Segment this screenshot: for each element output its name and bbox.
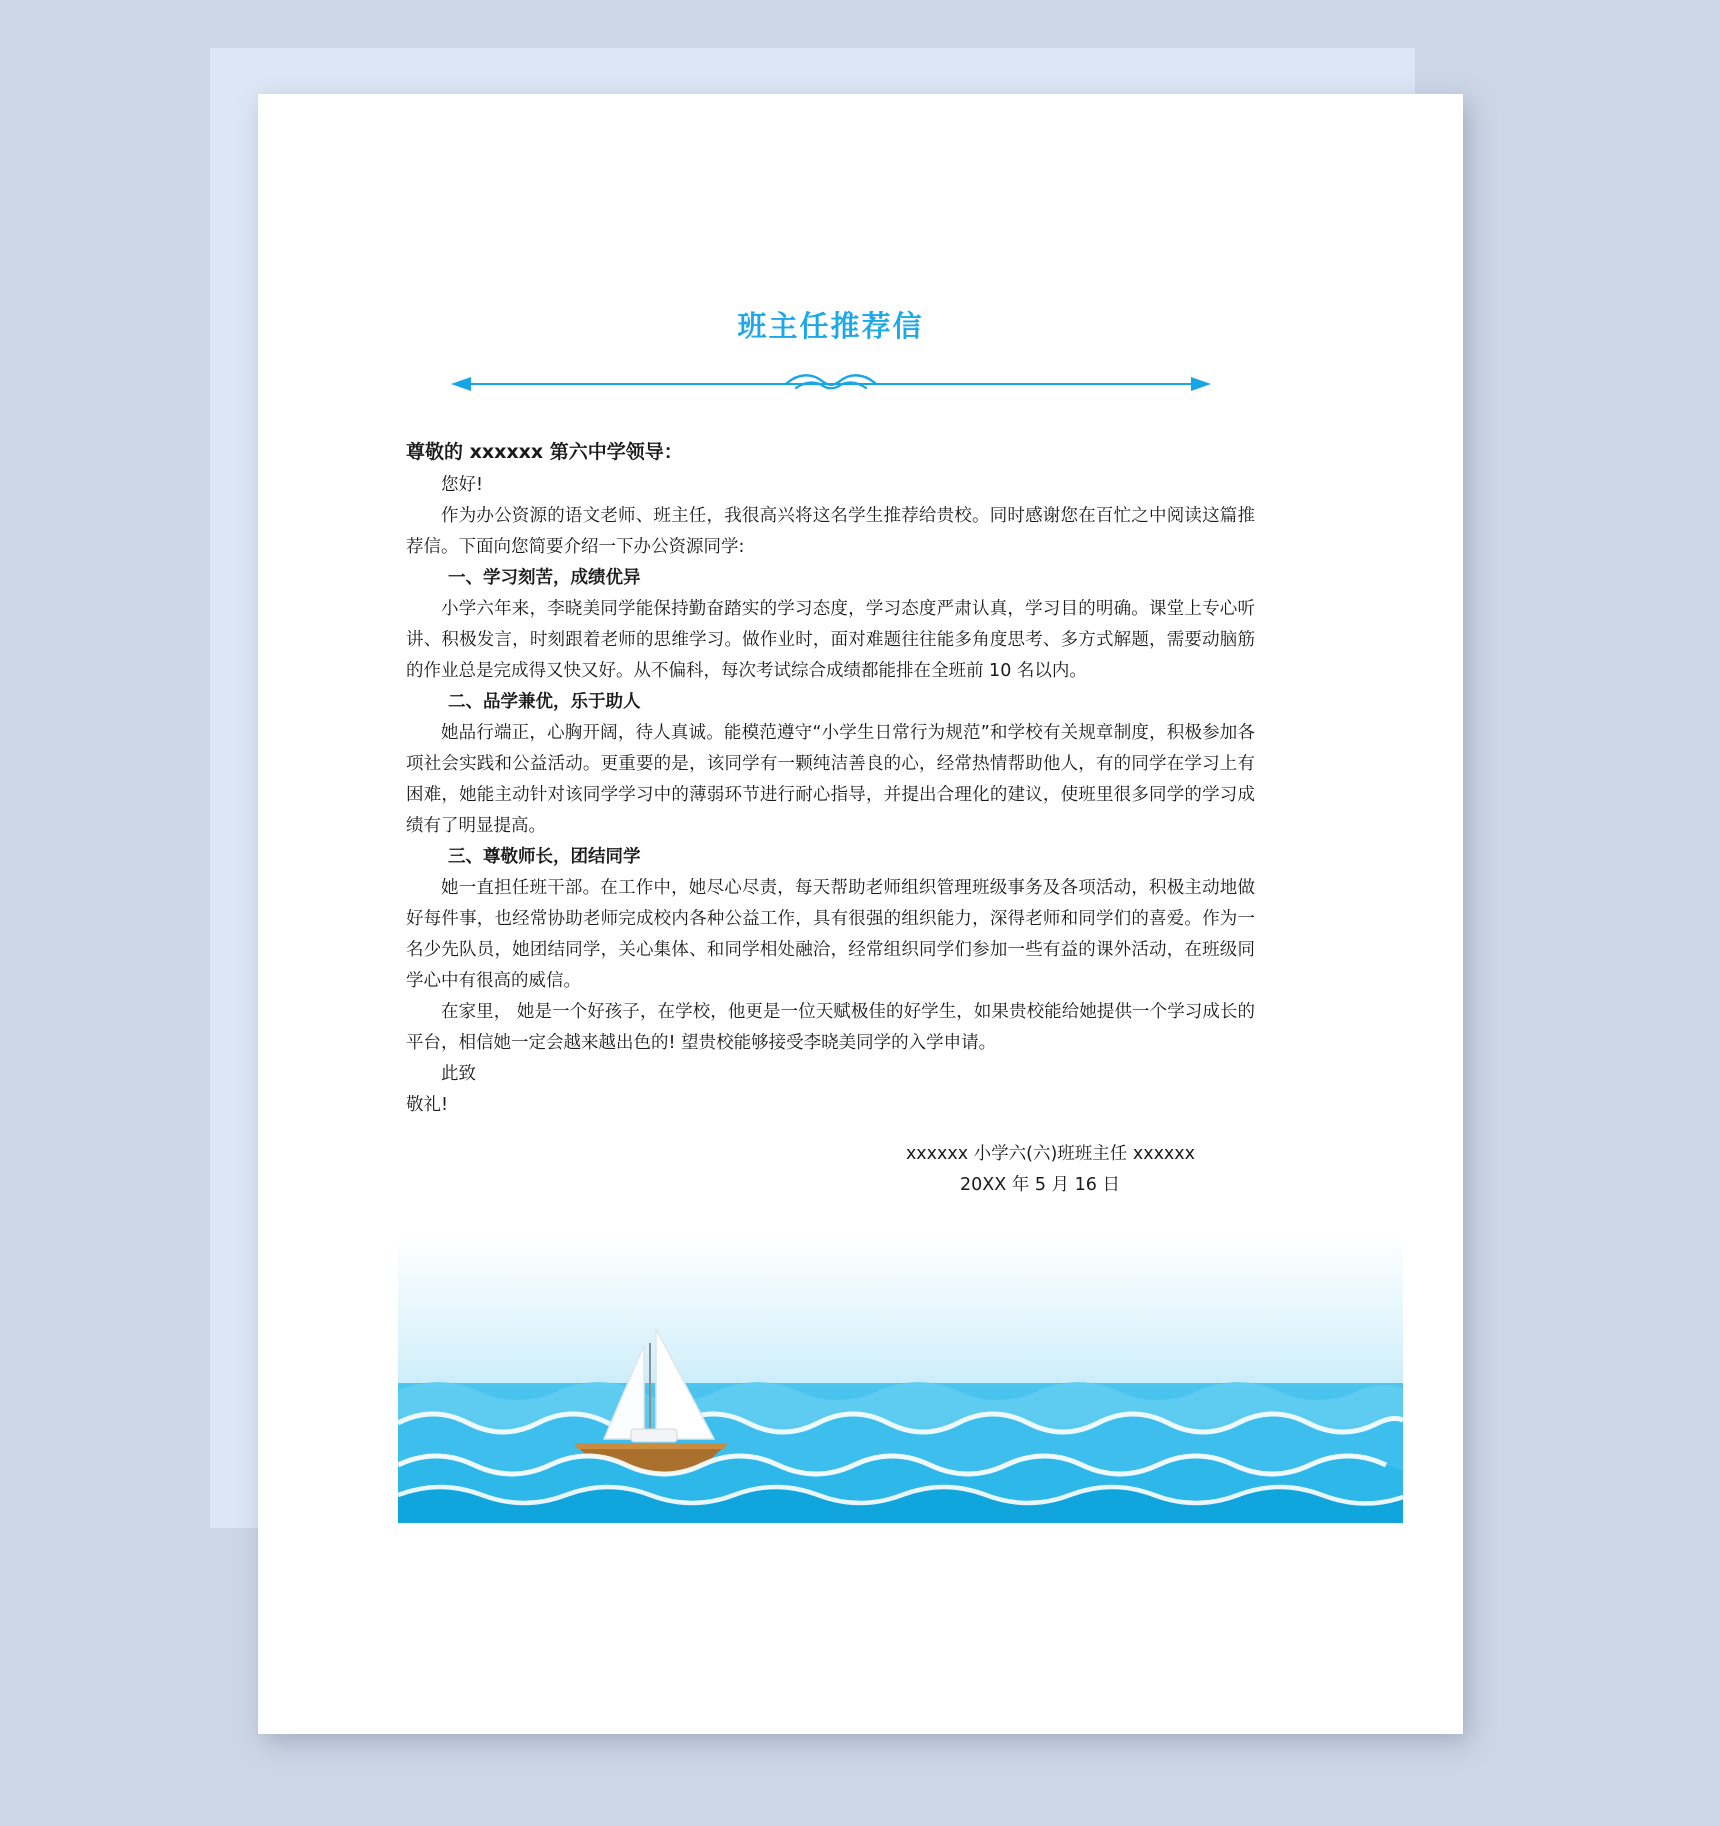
letter-body <box>406 437 1255 1121</box>
paragraph-closing-2: 敬礼! <box>406 1095 449 1115</box>
document-page <box>258 94 1463 1734</box>
salutation: 尊敬的 xxxxxx 第六中学领导： <box>406 441 683 463</box>
section-heading-3: 三、尊敬师长，团结同学 <box>448 847 641 867</box>
signature-date: 20XX 年 5 月 16 日 <box>960 1175 1120 1195</box>
paragraph-closing-1: 此致 <box>441 1064 476 1084</box>
paragraph-body-1: 小学六年来，李晓美同学能保持勤奋踏实的学习态度，学习态度严肃认真，学习目的明确。课堂上专心听讲、积极发言，时刻跟着老师的思维学习。做作业时，面对难题往往能多角度思考、多方式解题，需要动脑筋的作业总是完成得又快又好。从不偏科，每次考试综合成绩都能排在全班前 10 名以内。 <box>406 599 1255 681</box>
paragraph-greeting: 您好! <box>441 475 484 495</box>
signature-name: xxxxxx 小学六(六)班班主任 xxxxxx <box>905 1144 1195 1164</box>
section-heading-2: 二、品学兼优，乐于助人 <box>448 692 641 712</box>
section-heading-1: 一、学习刻苦，成绩优异 <box>448 568 641 588</box>
paragraph-body-4: 在家里， 她是一个好孩子，在学校，他更是一位天赋极佳的好学生，如果贵校能给她提供一个学习成长的平台，相信她一定会越来越出色的! 望贵校能够接受李晓美同学的入学申请。 <box>406 1002 1255 1053</box>
divider-right-arrow-icon <box>1191 377 1211 391</box>
sailboat-on-sea-illustration <box>398 1233 1403 1523</box>
decorative-divider <box>451 371 1211 397</box>
paragraph-body-3: 她一直担任班干部。在工作中，她尽心尽责，每天帮助老师组织管理班级事务及各项活动，积极主动地做好每件事，也经常协助老师完成校内各种公益工作，具有很强的组织能力，深得老师和同学们的喜爱。作为一名少先队员，她团结同学，关心集体、和同学相处融洽，经常组织同学们参加一些有益的课外活动，在班级同学心中有很高的威信。 <box>406 878 1255 991</box>
page-title: 班主任推荐信 <box>737 309 924 343</box>
signature-block <box>328 1139 1255 1201</box>
divider-ornament-icon <box>776 371 886 397</box>
boat-cabin <box>631 1429 677 1442</box>
divider-left-arrow-icon <box>451 377 471 391</box>
paragraph-body-2: 她品行端正，心胸开阔，待人真诚。能模范遵守“小学生日常行为规范”和学校有关规章制度，积极参加各项社会实践和公益活动。更重要的是，该同学有一颗纯洁善良的心，经常热情帮助他人，有的同学在学习上有困难，她能主动针对该同学学习中的薄弱环节进行耐心指导，并提出合理化的建议，使班里很多同学的学习成绩有了明显提高。 <box>406 723 1255 836</box>
document-content-frame <box>328 198 1333 1523</box>
paragraph-intro: 作为办公资源的语文老师、班主任，我很高兴将这名学生推荐给贵校。同时感谢您在百忙之中阅读这篇推荐信。下面向您简要介绍一下办公资源同学: <box>406 506 1255 557</box>
footer-illustration <box>398 1233 1403 1523</box>
